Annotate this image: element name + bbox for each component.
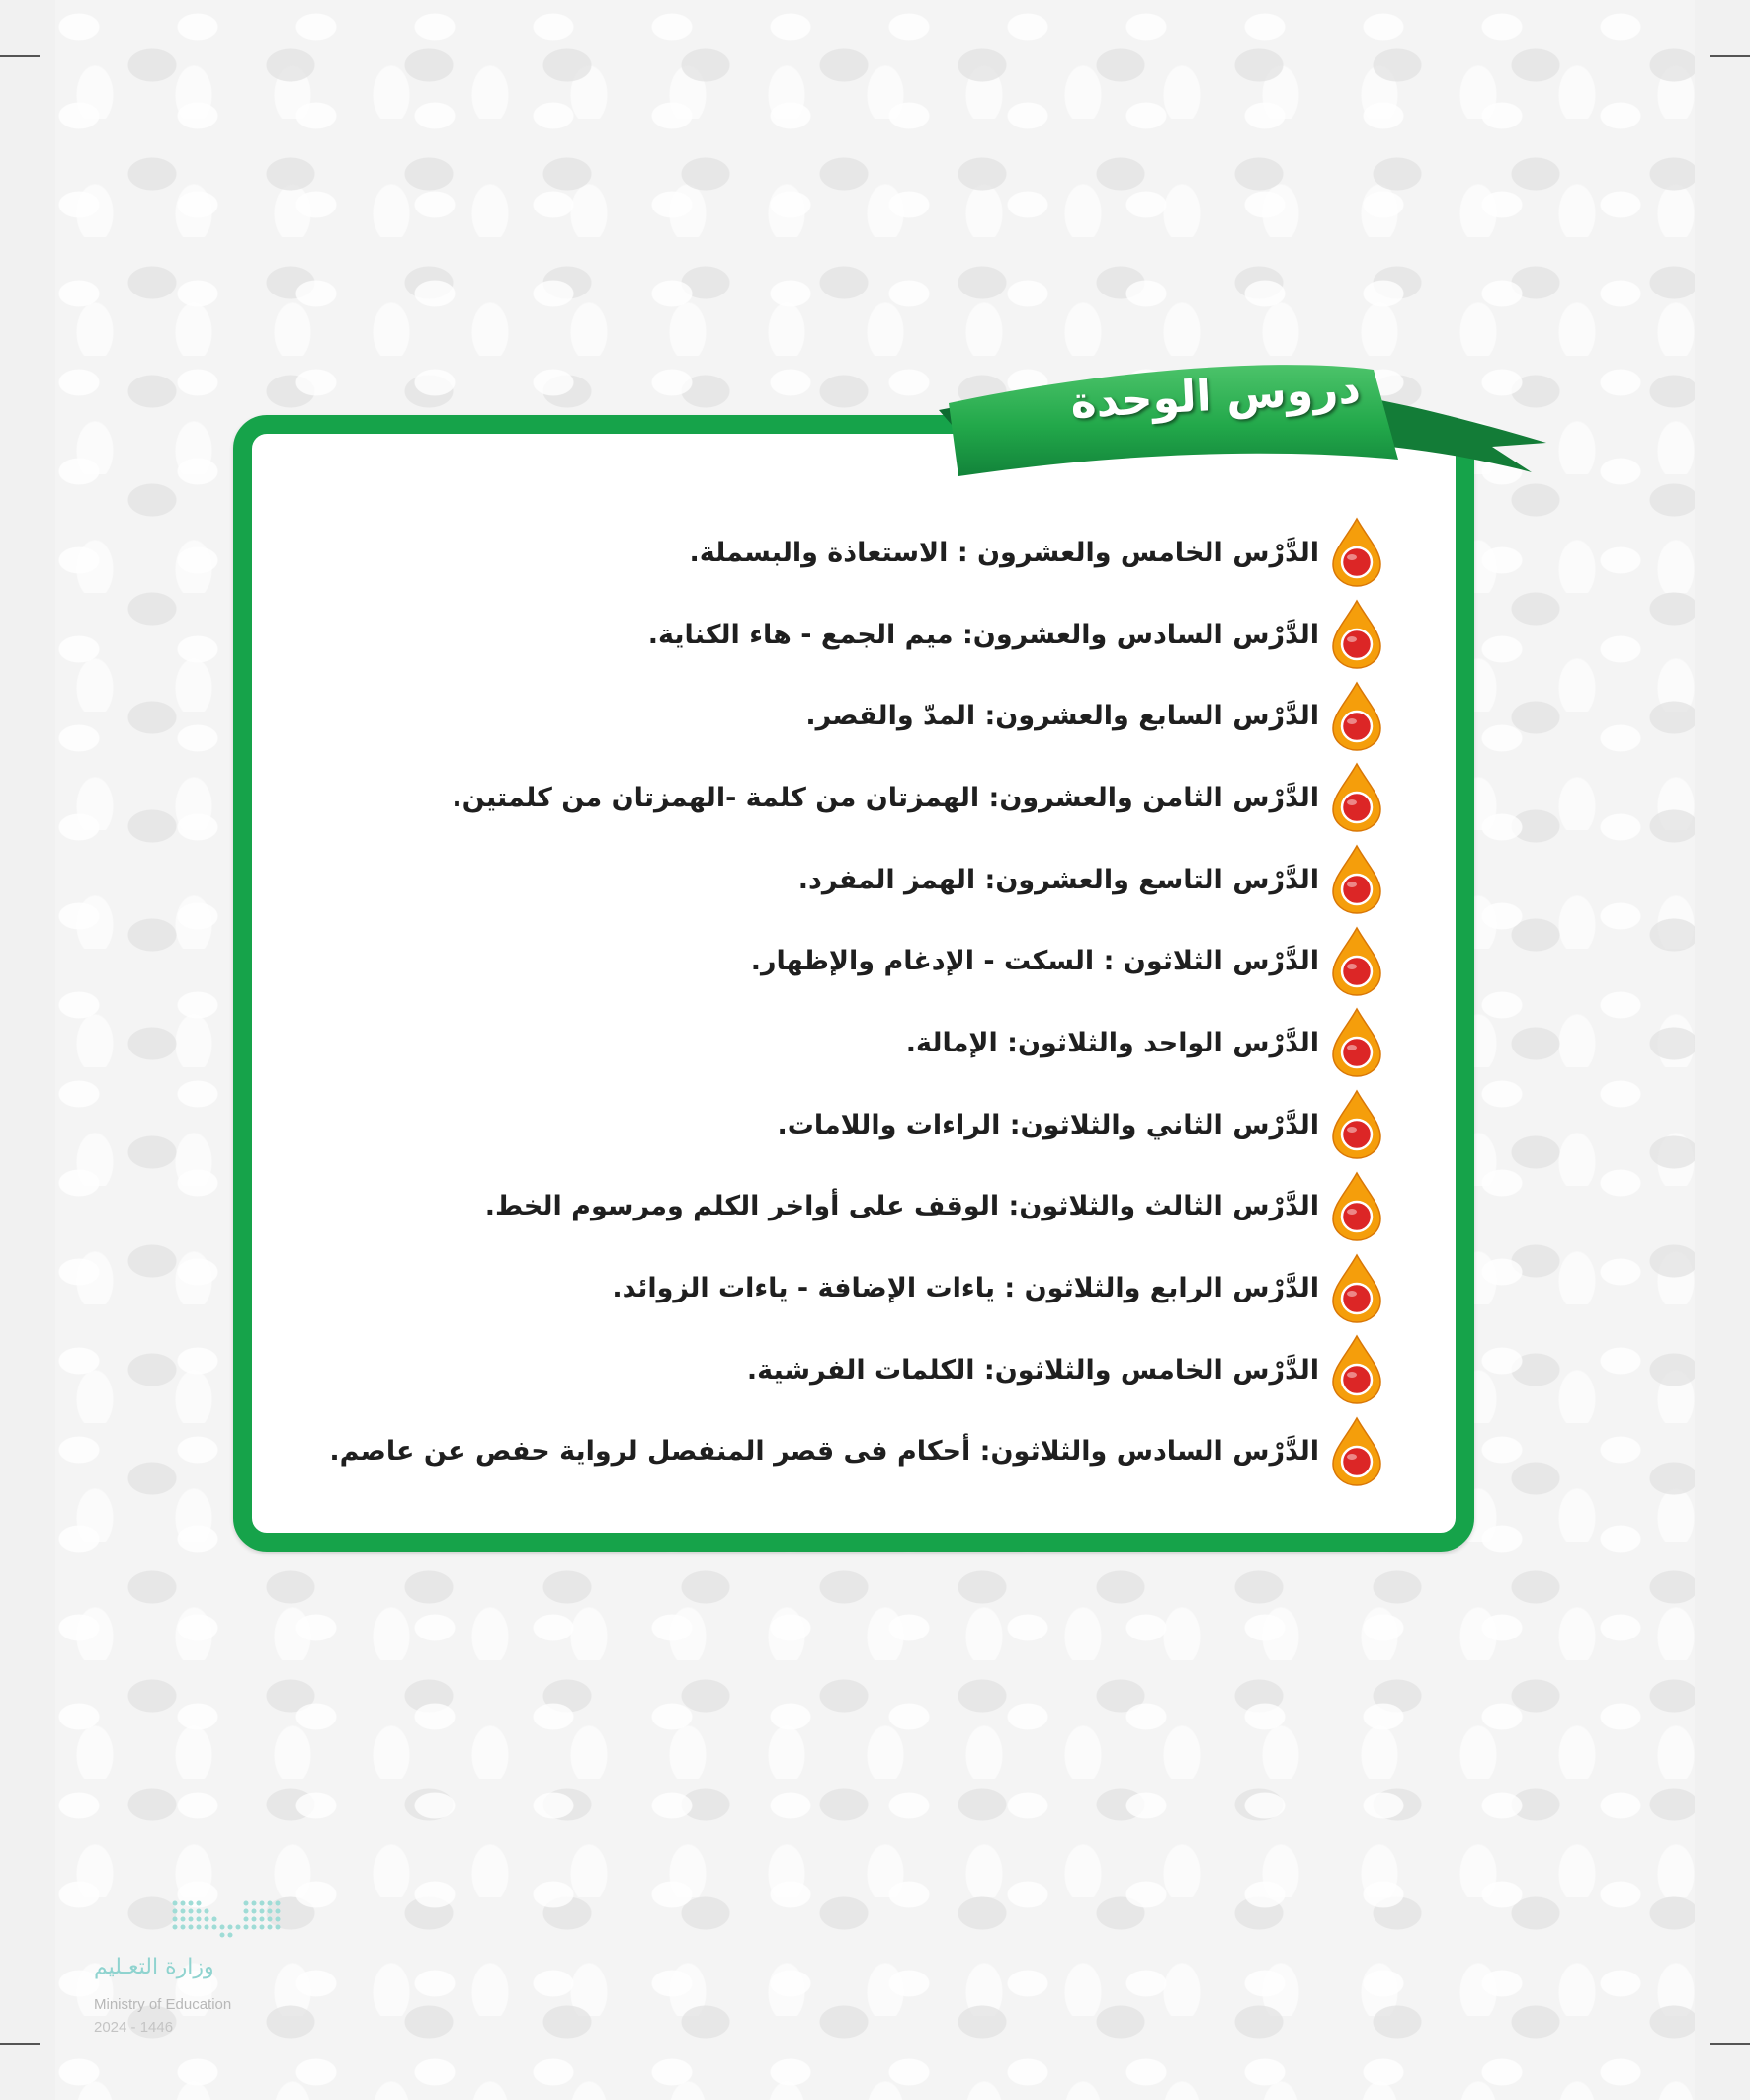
list-item <box>317 1166 1384 1248</box>
lesson-title: الدَّرْس السادس والثلاثون: أحكام فى قصر المنفصل لرواية حفص عن عاصم. <box>329 1436 1319 1468</box>
crop-mark-top-right-h <box>1710 55 1750 57</box>
list-item <box>317 1247 1384 1329</box>
drop-bullet-icon <box>1329 926 1384 997</box>
lesson-title: الدَّرْس السابع والعشرون: المدّ والقصر. <box>805 701 1319 732</box>
lesson-title: الدَّرْس الثالث والثلاثون: الوقف على أواخر الكلم ومرسوم الخط. <box>484 1191 1319 1222</box>
crop-mark-top-left-h <box>0 55 40 57</box>
ministry-of-education-logo <box>94 1897 292 2046</box>
drop-bullet-icon <box>1329 762 1384 833</box>
lesson-title: الدَّرْس التاسع والعشرون: الهمز المفرد. <box>797 864 1319 895</box>
drop-bullet-icon <box>1329 844 1384 915</box>
logo-dots-icon <box>171 1897 282 1945</box>
list-item <box>317 594 1384 676</box>
crop-mark-bottom-right-h <box>1710 2043 1750 2045</box>
lesson-list <box>317 512 1384 1492</box>
list-item <box>317 1084 1384 1166</box>
drop-bullet-icon <box>1329 1253 1384 1324</box>
lesson-title: الدَّرْس السادس والعشرون: ميم الجمع - هاء الكناية. <box>647 619 1319 650</box>
lesson-title: الدَّرْس الواحد والثلاثون: الإمالة. <box>905 1027 1319 1058</box>
drop-bullet-icon <box>1329 1007 1384 1078</box>
list-item <box>317 757 1384 839</box>
list-item <box>317 675 1384 757</box>
list-item <box>317 512 1384 594</box>
list-item <box>317 1002 1384 1084</box>
lesson-title: الدَّرْس الثامن والعشرون: الهمزتان من كلمة -الهمزتان من كلمتين. <box>452 782 1319 813</box>
lesson-title: الدَّرْس الخامس والثلاثون: الكلمات الفرشية. <box>746 1354 1319 1386</box>
drop-bullet-icon <box>1329 1089 1384 1160</box>
list-item <box>317 920 1384 1002</box>
drop-bullet-icon <box>1329 1416 1384 1487</box>
drop-bullet-icon <box>1329 681 1384 752</box>
ministry-name-english: Ministry of Education <box>94 1996 232 2013</box>
crop-mark-bottom-left-h <box>0 2043 40 2045</box>
lesson-title: الدَّرْس الخامس والعشرون : الاستعاذة والبسملة. <box>689 537 1319 568</box>
list-item <box>317 1329 1384 1411</box>
ministry-name-arabic: وزارة التعـليم <box>94 1955 214 1979</box>
drop-bullet-icon <box>1329 1334 1384 1405</box>
drop-bullet-icon <box>1329 599 1384 670</box>
lesson-title: الدَّرْس الثاني والثلاثون: الراءات واللامات. <box>777 1109 1319 1140</box>
lesson-title: الدَّرْس الثلاثون : السكت - الإدغام والإظهار. <box>750 946 1319 977</box>
lesson-title: الدَّرْس الرابع والثلاثون : ياءات الإضافة - ياءات الزوائد. <box>612 1273 1319 1304</box>
list-item <box>317 1411 1384 1493</box>
drop-bullet-icon <box>1329 517 1384 588</box>
list-item <box>317 839 1384 921</box>
unit-lessons-title: دروس الوحدة <box>1069 362 1362 429</box>
edition-year: 2024 - 1446 <box>94 2019 174 2036</box>
drop-bullet-icon <box>1329 1171 1384 1242</box>
